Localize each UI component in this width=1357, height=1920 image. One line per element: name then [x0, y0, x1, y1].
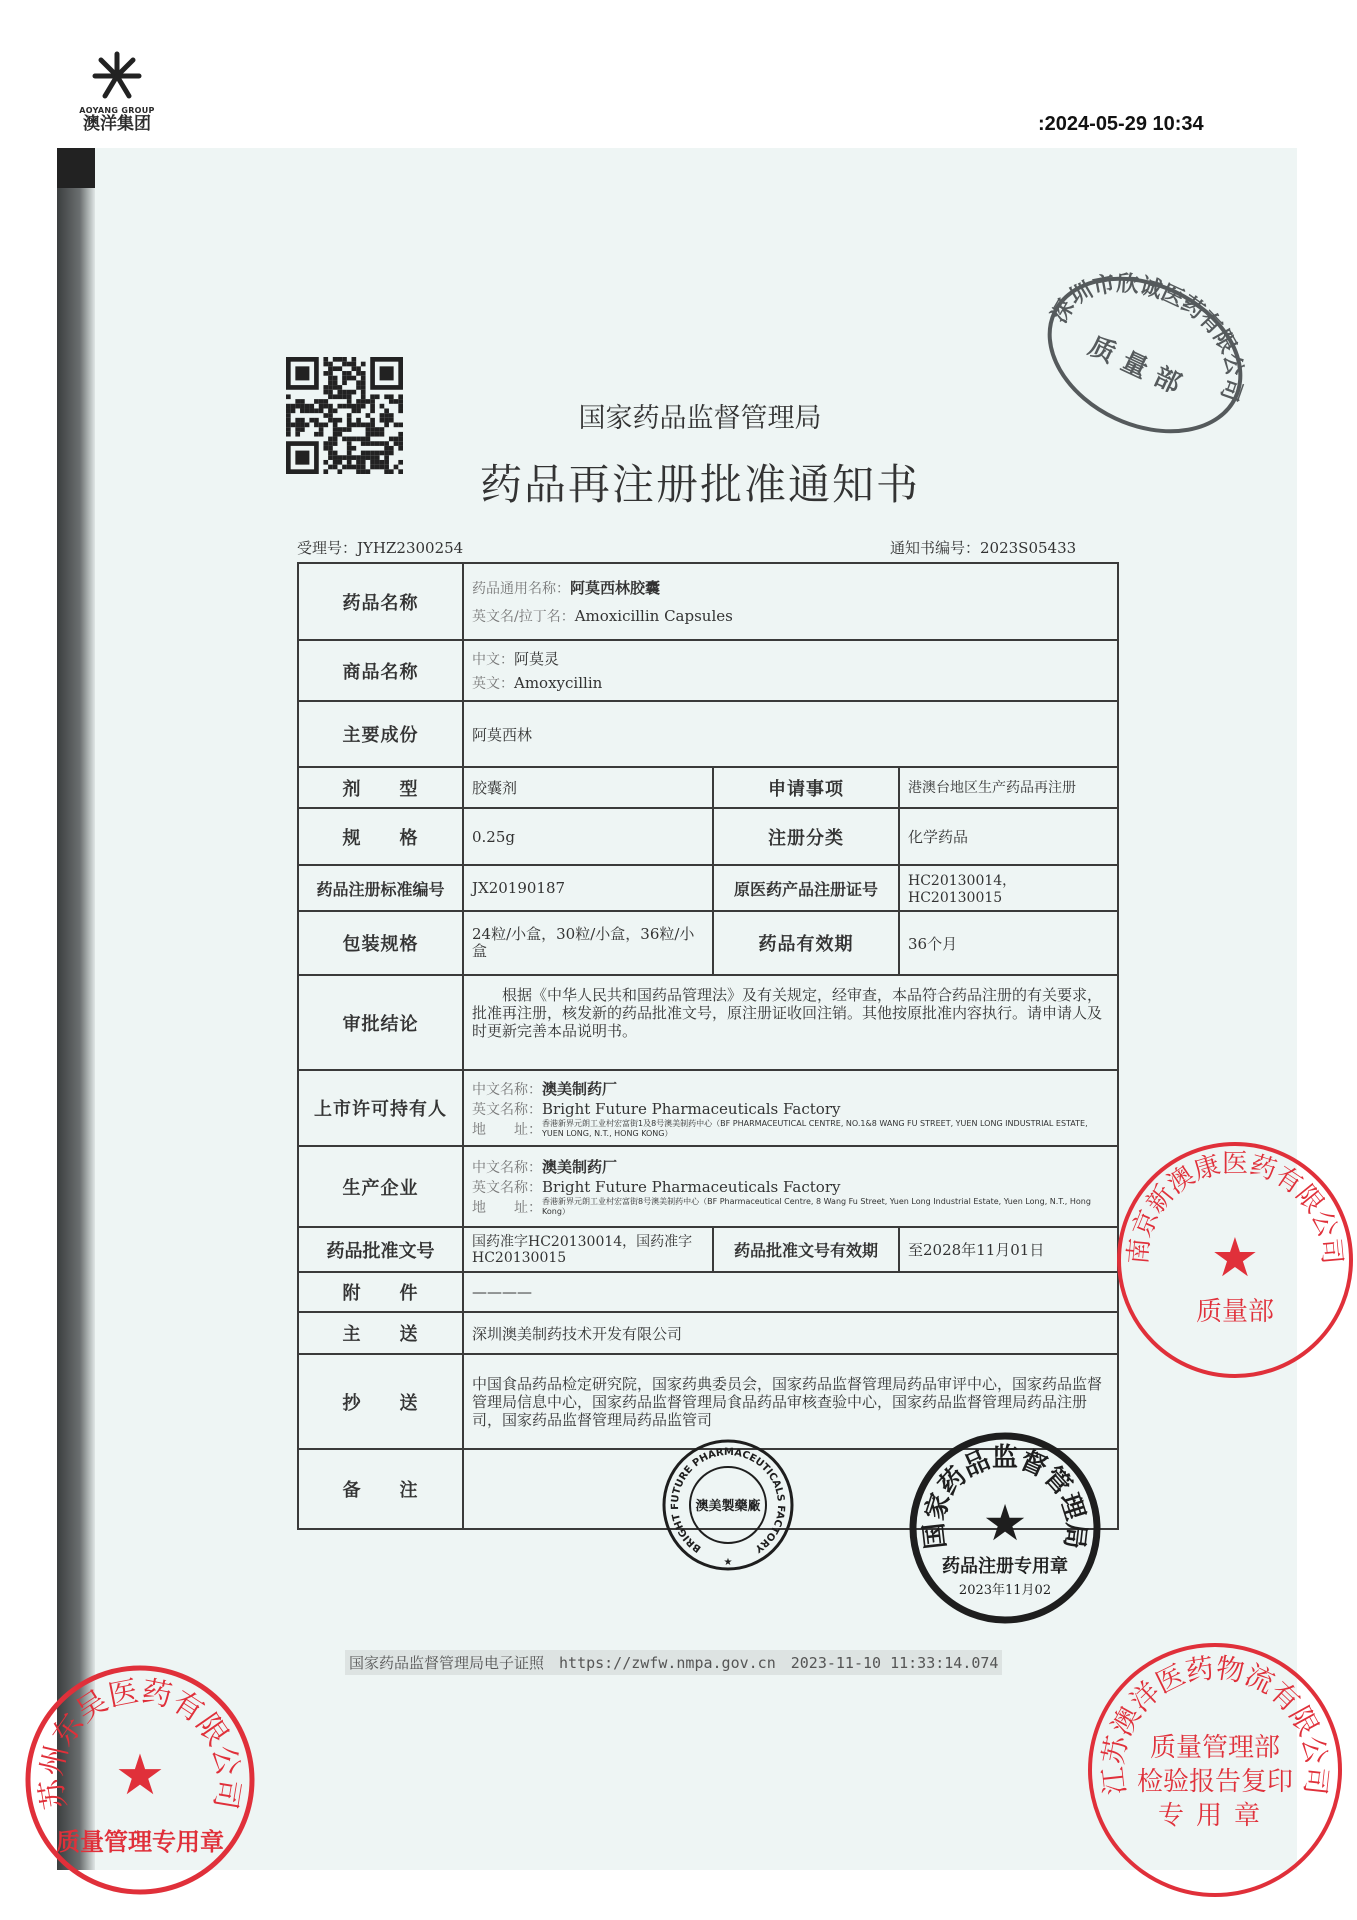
package-value: 24粒/小盒，30粒/小盒，36粒/小盒: [463, 911, 713, 975]
table-row: [298, 865, 1118, 911]
stamp-ring-text: BRIGHT FUTURE PHARMACEUTICALS FACTORY: [669, 1446, 787, 1555]
drug-name-label: 药品名称: [298, 563, 463, 640]
stamp-center-text: 质量管理专用章: [56, 1827, 224, 1856]
jiangsu-inspection-stamp-red: [1085, 1640, 1345, 1900]
holder-address: 香港新界元朗工业村宏富街1及8号澳美制药中心（BF PHARMACEUTICAL CENTRE, NO.1&8 WANG FU STREET, YUEN LONG INDUSTRIAL ESTATE, YUEN LONG, N.T., HONG KONG）: [542, 1118, 1088, 1138]
stamp-center-text: 质量部: [1195, 1297, 1275, 1327]
field-label: 中文：: [472, 652, 514, 668]
reg-class-label: 注册分类: [713, 808, 899, 865]
approval-no-label: 药品批准文号: [298, 1227, 463, 1272]
approval-table: [297, 562, 1119, 1530]
stamp-ring-text: 深圳市欣诚医药有限公司: [1047, 271, 1247, 405]
application-value: 港澳台地区生产药品再注册: [899, 767, 1118, 808]
holder-cn: 澳美制药厂: [542, 1079, 618, 1098]
ingredient-value: 阿莫西林: [463, 701, 1118, 767]
stamp-line-3: 专用章: [1157, 1801, 1273, 1831]
stamp-center-text: 澳美製藥廠: [695, 1499, 761, 1514]
field-label: 英文：: [472, 676, 514, 692]
table-row: [298, 640, 1118, 701]
suzhou-quality-stamp-red: [20, 1660, 260, 1900]
generic-name: 阿莫西林胶囊: [570, 579, 661, 597]
conclusion-label: 审批结论: [298, 975, 463, 1070]
spec-value: 0.25g: [463, 808, 713, 865]
attachment-label: 附 件: [298, 1272, 463, 1312]
conclusion-text: 根据《中华人民共和国药品管理法》及有关规定，经审查，本品符合药品注册的有关要求，批准再注册，核发新的药品批准文号，原注册证收回注销。其他按原批准内容执行。请申请人及时更新完善本品说明书。: [463, 975, 1118, 1070]
main-recipient-value: 深圳澳美制药技术开发有限公司: [463, 1312, 1118, 1354]
logo-burst-icon: [87, 50, 147, 102]
field-label: 英文名称：: [472, 1180, 542, 1196]
maker-cn: 澳美制药厂: [542, 1158, 618, 1176]
remarks-label: 备 注: [298, 1449, 463, 1529]
standard-no-value: JX20190187: [463, 865, 713, 911]
dosage-form-value: 胶囊剂: [463, 767, 713, 808]
stamp-date-text: 2023年11月02: [958, 1583, 1052, 1598]
quality-dept-stamp-gray: [1035, 265, 1255, 445]
table-row: [298, 1070, 1118, 1146]
stamp-line-2: 检验报告复印: [1136, 1767, 1294, 1797]
table-row: [298, 1312, 1118, 1354]
nmpa-registration-stamp: [905, 1428, 1105, 1628]
stamp-center-text: 质量部: [1083, 331, 1195, 405]
table-row: [298, 911, 1118, 975]
maker-label: 生产企业: [298, 1146, 463, 1227]
maker-address: 香港新界元朗工业村宏富街8号澳美制药中心（BF Pharmaceutical Centre, 8 Wang Fu Street, Yuen Long Industrial Estate, Yuen Long, N.T., Hong Kong）: [542, 1197, 1091, 1216]
trade-name-cell: [463, 640, 1118, 701]
acceptance-number: 受理号：JYHZ2300254: [297, 539, 464, 557]
standard-no-label: 药品注册标准编号: [298, 865, 463, 911]
maker-en: Bright Future Pharmaceuticals Factory: [542, 1178, 841, 1196]
print-timestamp: :2024-05-29 10:34: [1038, 113, 1204, 135]
document-title: 药品再注册批准通知书: [479, 460, 920, 509]
attachment-value: ————: [463, 1272, 1118, 1312]
approval-no-value: 国药准字HC20130014，国药准字HC20130015: [463, 1227, 713, 1272]
dosage-form-label: 剂 型: [298, 767, 463, 808]
spec-label: 规 格: [298, 808, 463, 865]
table-row: [298, 975, 1118, 1070]
holder-en: Bright Future Pharmaceuticals Factory: [542, 1099, 841, 1118]
e-certificate-footer: 国家药品监督管理局电子证照 https://zwfw.nmpa.gov.cn 2023-11-10 11:33:14.074: [345, 1650, 1002, 1675]
stamp-ring-text: 苏州东吴医药有限公司: [33, 1673, 247, 1812]
qr-code-icon: [286, 357, 403, 474]
agency-name: 国家药品监督管理局: [578, 403, 822, 434]
cc-label: 抄 送: [298, 1354, 463, 1449]
main-recipient-label: 主 送: [298, 1312, 463, 1354]
field-label: 地 址：: [472, 1121, 542, 1138]
field-label: 英文名/拉丁名：: [472, 609, 575, 625]
validity-label: 药品有效期: [713, 911, 899, 975]
application-label: 申请事项: [713, 767, 899, 808]
field-label: 药品通用名称：: [472, 581, 570, 597]
orig-cert-value: HC20130014，HC20130015: [899, 865, 1118, 911]
reg-class-value: 化学药品: [899, 808, 1118, 865]
company-seal-stamp: [658, 1435, 798, 1575]
trade-name-label: 商品名称: [298, 640, 463, 701]
stamp-ring-text: 南京新澳康医药有限公司: [1123, 1148, 1347, 1266]
orig-cert-label: 原医药产品注册证号: [713, 865, 899, 911]
field-label: 英文名称：: [472, 1101, 542, 1118]
table-row: [298, 1227, 1118, 1272]
package-label: 包装规格: [298, 911, 463, 975]
star-icon: ★: [1210, 1226, 1260, 1289]
table-row: [298, 767, 1118, 808]
holder-cell: [463, 1070, 1118, 1146]
star-icon: ★: [114, 1743, 166, 1808]
stamp-center-text: 药品注册专用章: [942, 1556, 1068, 1577]
notice-number: 通知书编号：2023S05433: [890, 539, 1077, 557]
approval-valid-label: 药品批准文号有效期: [713, 1227, 899, 1272]
scan-corner-shadow: [57, 148, 95, 188]
trade-name-en: Amoxycillin: [514, 674, 603, 692]
cc-value: 中国食品药品检定研究院，国家药典委员会，国家药品监督管理局药品审评中心，国家药品监督管理局信息中心，国家药品监督管理局食品药品审核查验中心，国家药品监督管理局药品注册司，国家药品监督管理局药品监管司: [463, 1354, 1118, 1449]
company-logo: [72, 50, 162, 133]
stamp-ring-text: 江苏澳洋医药物流有限公司: [1096, 1651, 1334, 1797]
stamp-line-1: 质量管理部: [1149, 1733, 1281, 1763]
approval-valid-value: 至2028年11月01日: [899, 1227, 1118, 1272]
scan-edge-shadow: [57, 148, 95, 1870]
field-label: 中文名称：: [472, 1081, 542, 1098]
holder-label: 上市许可持有人: [298, 1070, 463, 1146]
table-row: [298, 1272, 1118, 1312]
logo-text-cn: 澳洋集团: [83, 114, 151, 134]
validity-value: 36个月: [899, 911, 1118, 975]
table-row: [298, 1146, 1118, 1227]
stamp-ring-text: 国家药品监督管理局: [919, 1443, 1091, 1551]
trade-name-cn: 阿莫灵: [514, 650, 560, 668]
logo-text-en: AOYANG GROUP: [79, 106, 155, 115]
field-label: 中文名称：: [472, 1160, 542, 1176]
ingredient-label: 主要成份: [298, 701, 463, 767]
field-label: 地 址：: [472, 1200, 542, 1216]
maker-cell: [463, 1146, 1118, 1227]
english-name: Amoxicillin Capsules: [574, 607, 733, 625]
star-icon: ★: [982, 1494, 1028, 1552]
star-icon: ★: [723, 1557, 733, 1568]
table-row: [298, 808, 1118, 865]
drug-name-cell: [463, 563, 1118, 640]
table-row: [298, 701, 1118, 767]
table-row: [298, 563, 1118, 640]
nanjing-quality-stamp-red: [1117, 1142, 1353, 1378]
